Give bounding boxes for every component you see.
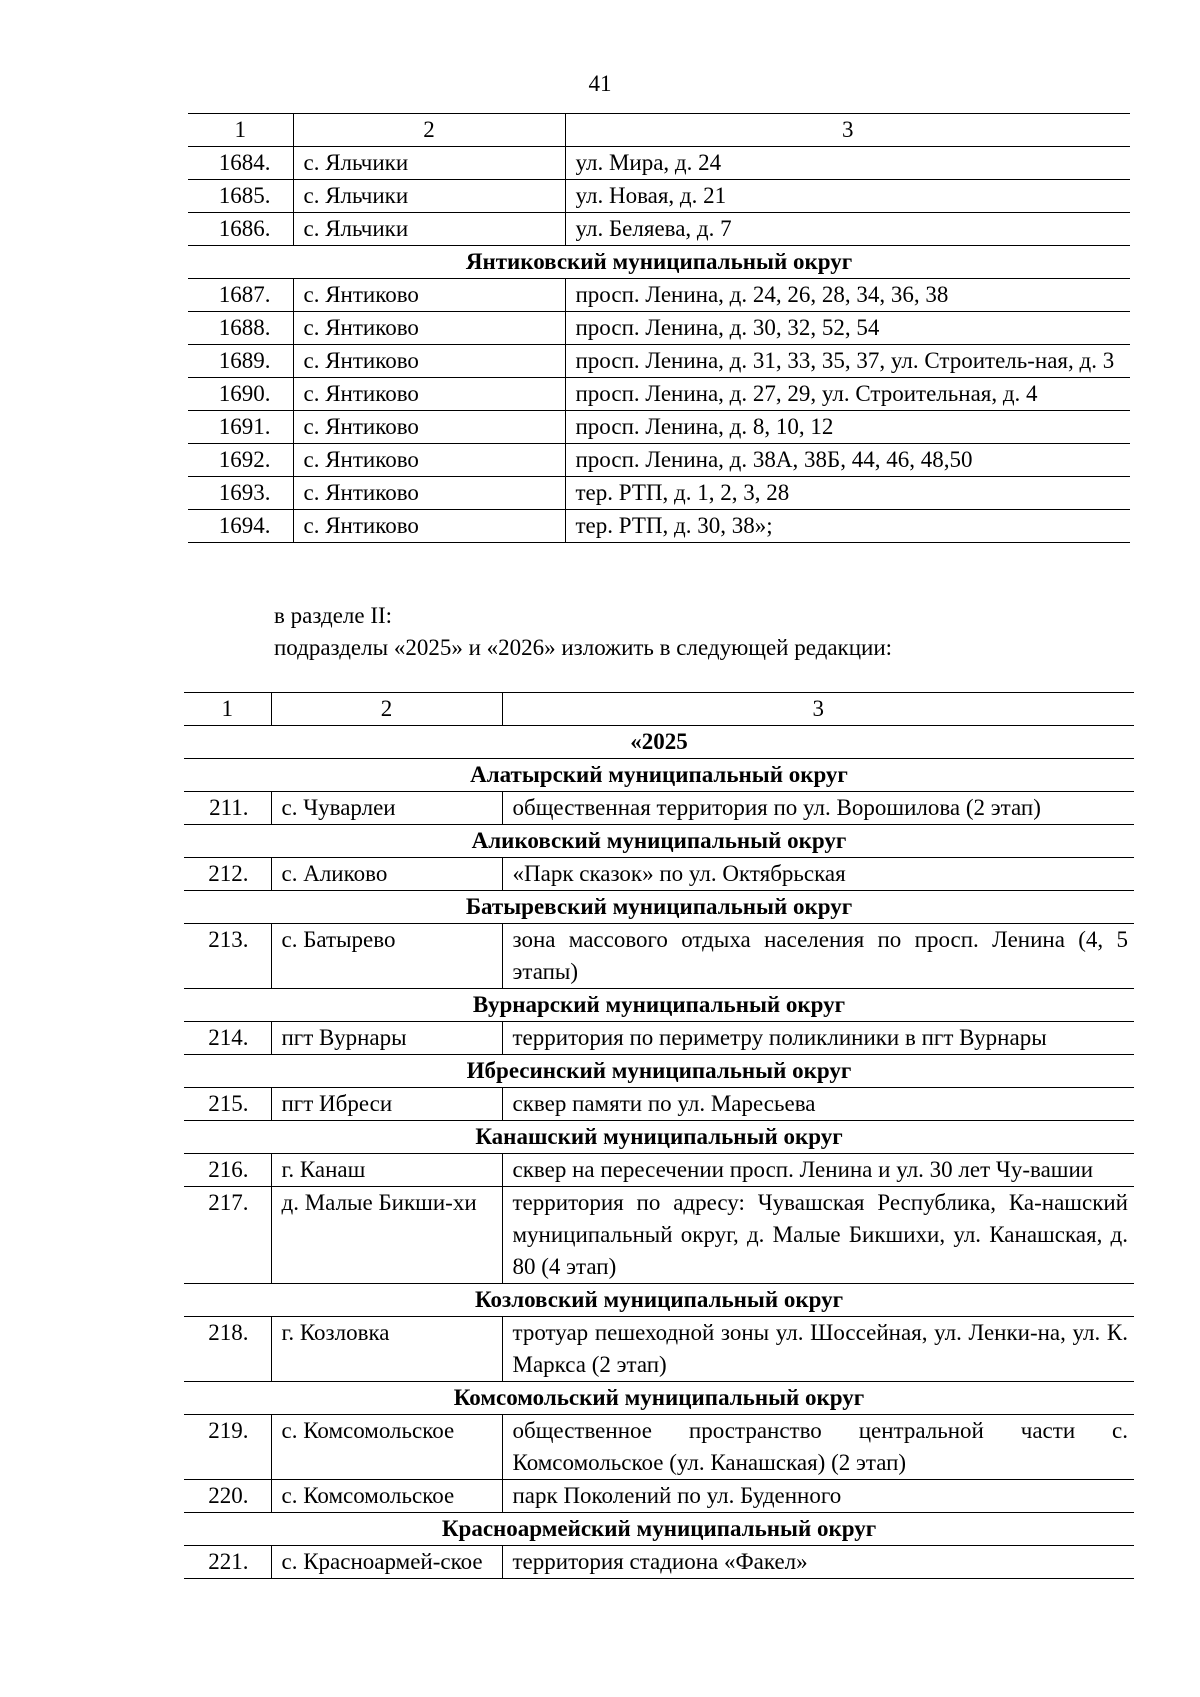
row-number: 213. — [184, 924, 271, 989]
settlement-name: с. Янтиково — [293, 510, 565, 543]
table-row — [184, 1546, 1134, 1579]
header-cell-2: 2 — [293, 114, 565, 147]
settlement-name: с. Яльчики — [293, 147, 565, 180]
table-row — [184, 1022, 1134, 1055]
address-description: сквер памяти по ул. Маресьева — [502, 1088, 1134, 1121]
section-row — [184, 726, 1134, 759]
address-description: тер. РТП, д. 30, 38»; — [565, 510, 1130, 543]
section-title: Комсомольский муниципальный округ — [184, 1382, 1134, 1415]
row-number: 212. — [184, 858, 271, 891]
settlement-name: с. Янтиково — [293, 411, 565, 444]
row-number: 211. — [184, 792, 271, 825]
row-number: 1686. — [188, 213, 293, 246]
settlement-name: с. Янтиково — [293, 312, 565, 345]
address-description: «Парк сказок» по ул. Октябрьская — [502, 858, 1134, 891]
address-description: ул. Мира, д. 24 — [565, 147, 1130, 180]
row-number: 221. — [184, 1546, 271, 1579]
section-row — [184, 1055, 1134, 1088]
address-description: зона массового отдыха населения по просп. Ленина (4, 5 этапы) — [502, 924, 1134, 989]
header-cell-1: 1 — [184, 693, 271, 726]
address-description: просп. Ленина, д. 27, 29, ул. Строительная, д. 4 — [565, 378, 1130, 411]
settlement-name: с. Яльчики — [293, 180, 565, 213]
row-number: 1689. — [188, 345, 293, 378]
settlement-name: с. Янтиково — [293, 378, 565, 411]
section-row — [184, 1382, 1134, 1415]
addresses-table — [188, 113, 1130, 543]
section-title: «2025 — [184, 726, 1134, 759]
settlement-name: с. Яльчики — [293, 213, 565, 246]
address-description: территория по периметру поликлиники в пгт Вурнары — [502, 1022, 1134, 1055]
table-row — [188, 279, 1130, 312]
row-number: 216. — [184, 1154, 271, 1187]
row-number: 218. — [184, 1317, 271, 1382]
address-description: просп. Ленина, д. 31, 33, 35, 37, ул. Строитель-ная, д. 3 — [565, 345, 1130, 378]
address-description: просп. Ленина, д. 8, 10, 12 — [565, 411, 1130, 444]
table-row — [184, 1480, 1134, 1513]
section-title: Вурнарский муниципальный округ — [184, 989, 1134, 1022]
section-title: Канашский муниципальный округ — [184, 1121, 1134, 1154]
table-row — [184, 792, 1134, 825]
row-number: 1692. — [188, 444, 293, 477]
table-row — [188, 147, 1130, 180]
table-row — [184, 1088, 1134, 1121]
row-number: 219. — [184, 1415, 271, 1480]
row-number: 220. — [184, 1480, 271, 1513]
section-title: Аликовский муниципальный округ — [184, 825, 1134, 858]
public-territories-table — [184, 692, 1134, 1579]
settlement-name: с. Янтиково — [293, 444, 565, 477]
address-description: просп. Ленина, д. 30, 32, 52, 54 — [565, 312, 1130, 345]
settlement-name: с. Комсомольское — [271, 1415, 502, 1480]
section-title: Батыревский муниципальный округ — [184, 891, 1134, 924]
instruction-paragraph: подразделы «2025» и «2026» изложить в следующей редакции: — [274, 635, 893, 660]
address-description: парк Поколений по ул. Буденного — [502, 1480, 1134, 1513]
section-reference-paragraph: в разделе II: — [274, 603, 393, 628]
address-description: общественная территория по ул. Ворошилова (2 этап) — [502, 792, 1134, 825]
header-cell-1: 1 — [188, 114, 293, 147]
row-number: 1684. — [188, 147, 293, 180]
settlement-name: с. Чуварлеи — [271, 792, 502, 825]
table-row — [188, 312, 1130, 345]
address-description: просп. Ленина, д. 24, 26, 28, 34, 36, 38 — [565, 279, 1130, 312]
table-row — [188, 510, 1130, 543]
settlement-name: с. Янтиково — [293, 279, 565, 312]
table-row — [188, 444, 1130, 477]
table-row — [188, 378, 1130, 411]
row-number: 1685. — [188, 180, 293, 213]
settlement-name: пгт Вурнары — [271, 1022, 502, 1055]
section-row — [184, 989, 1134, 1022]
settlement-name: г. Канаш — [271, 1154, 502, 1187]
settlement-name: д. Малые Бикши-хи — [271, 1187, 502, 1284]
section-title: Алатырский муниципальный округ — [184, 759, 1134, 792]
table-row — [188, 477, 1130, 510]
table-row — [188, 345, 1130, 378]
table-row — [188, 180, 1130, 213]
address-description: тер. РТП, д. 1, 2, 3, 28 — [565, 477, 1130, 510]
settlement-name: с. Янтиково — [293, 477, 565, 510]
section-row — [184, 759, 1134, 792]
table-header-row — [188, 114, 1130, 147]
section-row — [188, 246, 1130, 279]
settlement-name: с. Батырево — [271, 924, 502, 989]
section-title: Ибресинский муниципальный округ — [184, 1055, 1134, 1088]
address-description: территория по адресу: Чувашская Республика, Ка-нашский муниципальный округ, д. Малые Бикшихи, ул. Канашская, д. 80 (4 этап) — [502, 1187, 1134, 1284]
header-cell-2: 2 — [271, 693, 502, 726]
table-row — [184, 924, 1134, 989]
table-row — [184, 1317, 1134, 1382]
row-number: 1694. — [188, 510, 293, 543]
address-description: территория стадиона «Факел» — [502, 1546, 1134, 1579]
row-number: 1691. — [188, 411, 293, 444]
section-row — [184, 825, 1134, 858]
table-row — [188, 213, 1130, 246]
table-header-row — [184, 693, 1134, 726]
settlement-name: с. Комсомольское — [271, 1480, 502, 1513]
address-description: общественное пространство центральной части с. Комсомольское (ул. Канашская) (2 этап) — [502, 1415, 1134, 1480]
table-row — [188, 411, 1130, 444]
settlement-name: с. Красноармей-ское — [271, 1546, 502, 1579]
table-row — [184, 1415, 1134, 1480]
row-number: 1687. — [188, 279, 293, 312]
section-row — [184, 1284, 1134, 1317]
address-description: сквер на пересечении просп. Ленина и ул. 30 лет Чу-вашии — [502, 1154, 1134, 1187]
row-number: 214. — [184, 1022, 271, 1055]
header-cell-3: 3 — [565, 114, 1130, 147]
section-title: Козловский муниципальный округ — [184, 1284, 1134, 1317]
row-number: 215. — [184, 1088, 271, 1121]
page-number: 41 — [588, 71, 612, 96]
address-description: ул. Беляева, д. 7 — [565, 213, 1130, 246]
addresses-table-body — [188, 114, 1130, 543]
row-number: 217. — [184, 1187, 271, 1284]
table-row — [184, 858, 1134, 891]
address-description: тротуар пешеходной зоны ул. Шоссейная, ул. Ленки-на, ул. К. Маркса (2 этап) — [502, 1317, 1134, 1382]
section-row — [184, 1121, 1134, 1154]
table-row — [184, 1187, 1134, 1284]
settlement-name: г. Козловка — [271, 1317, 502, 1382]
address-description: просп. Ленина, д. 38А, 38Б, 44, 46, 48,50 — [565, 444, 1130, 477]
row-number: 1690. — [188, 378, 293, 411]
settlement-name: пгт Ибреси — [271, 1088, 502, 1121]
settlement-name: с. Янтиково — [293, 345, 565, 378]
section-title: Красноармейский муниципальный округ — [184, 1513, 1134, 1546]
section-row — [184, 891, 1134, 924]
row-number: 1693. — [188, 477, 293, 510]
settlement-name: с. Аликово — [271, 858, 502, 891]
public-territories-table-body — [184, 693, 1134, 1579]
row-number: 1688. — [188, 312, 293, 345]
table-row — [184, 1154, 1134, 1187]
address-description: ул. Новая, д. 21 — [565, 180, 1130, 213]
header-cell-3: 3 — [502, 693, 1134, 726]
section-row — [184, 1513, 1134, 1546]
section-title: Янтиковский муниципальный округ — [188, 246, 1130, 279]
